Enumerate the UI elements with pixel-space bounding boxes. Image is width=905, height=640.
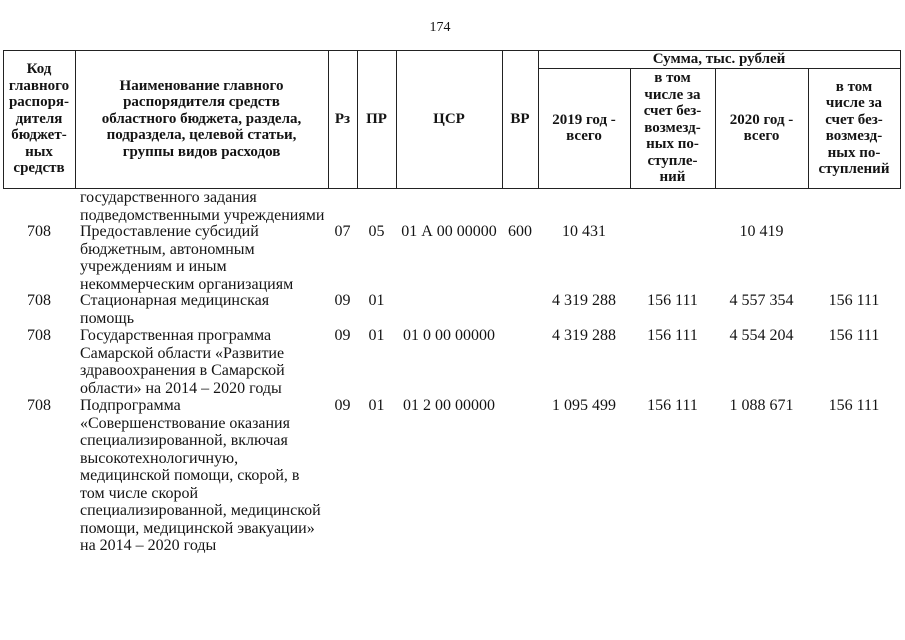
row-2019-free: 156 111: [647, 397, 698, 414]
table-row: [0, 223, 905, 293]
column-divider: [900, 50, 901, 188]
row-code: 708: [27, 223, 51, 240]
header-2020-total-label: 2020 год - всего: [729, 111, 794, 144]
row-2019-total: 1 095 499: [552, 397, 616, 414]
row-name: Предоставление субсидий бюджетным, автономным учреждениям и иным некоммерческим организациям: [80, 223, 294, 293]
header-pr-cell: [357, 50, 396, 188]
row-rz: 09: [334, 292, 351, 309]
header-vr-cell: [502, 50, 538, 188]
row-2020-total: 1 088 671: [729, 397, 794, 414]
row-pr: 01: [368, 292, 385, 309]
row-2019-total: 4 319 288: [552, 327, 616, 344]
table-row: [0, 292, 905, 327]
header-pr-label: ПР: [366, 110, 387, 127]
header-name-cell: [75, 50, 328, 188]
row-pr: 01: [368, 327, 385, 344]
row-2020-total: 4 554 204: [729, 327, 794, 344]
table-row: [0, 327, 905, 397]
header-code-cell: [3, 50, 75, 188]
row-rz: 09: [334, 397, 351, 414]
row-rz: 09: [334, 327, 351, 344]
row-name: Государственная программа Самарской области «Развитие здравоохранения в Самарской области» на 2014 – 2020 годы: [80, 327, 285, 397]
row-csr: 01 2 00 00000: [403, 397, 495, 414]
row-2020-free: 156 111: [828, 327, 880, 344]
header-sum-group-cell: [538, 50, 900, 68]
header-csr-cell: [396, 50, 502, 188]
row-vr: 600: [508, 223, 532, 240]
row-rz: 07: [334, 223, 351, 240]
row-csr: 01 0 00 00000: [403, 327, 495, 344]
header-name-label: Наименование главного распорядителя средств областного бюджета, раздела, подраздела, целевой статьи, группы видов расходов: [101, 77, 302, 160]
row-2020-total: 10 419: [739, 223, 784, 240]
row-csr: 01 А 00 00000: [401, 223, 497, 240]
row-2019-free: 156 111: [647, 292, 698, 309]
header-vr-label: ВР: [510, 110, 530, 127]
page-number: 174: [429, 20, 451, 35]
row-2019-free: 156 111: [647, 327, 698, 344]
header-2020-free-cell: [808, 68, 900, 188]
header-rz-cell: [328, 50, 357, 188]
continuation-text: государственного задания подведомственными учреждениями: [80, 189, 325, 224]
row-code: 708: [27, 292, 51, 309]
row-2019-total: 4 319 288: [552, 292, 616, 309]
row-code: 708: [27, 397, 51, 414]
table-row: [0, 397, 905, 554]
row-2020-total: 4 557 354: [729, 292, 794, 309]
row-code: 708: [27, 327, 51, 344]
header-2019-total-label: 2019 год - всего: [552, 111, 616, 144]
row-2020-free: 156 111: [828, 397, 880, 414]
row-name: Подпрограмма «Совершенствование оказания специализированной, включая высокотехнологичную, медицинской помощи, скорой, в том числе скорой специализированной, медицинской помощи, медицинской эвакуации» на 2014 – 2020 годы: [80, 397, 321, 554]
header-2020-free-label: в том числе за счет без- возмезд- ных по- ступлений: [818, 78, 890, 177]
header-2019-total-cell: [538, 68, 630, 188]
row-2019-total: 10 431: [562, 223, 606, 240]
row-name: Стационарная медицинская помощь: [80, 292, 270, 327]
header-2019-free-cell: [630, 68, 715, 188]
header-2019-free-label: в том числе за счет без- возмезд- ных по- ступле- ний: [643, 70, 702, 186]
row-pr: 01: [368, 397, 385, 414]
header-csr-label: ЦСР: [433, 110, 465, 127]
header-sum-group-label: Сумма, тыс. рублей: [652, 50, 786, 67]
row-pr: 05: [368, 223, 385, 240]
header-rz-label: Рз: [334, 110, 351, 127]
header-code-label: Код главного распоря- дителя бюджет- ных средств: [8, 61, 70, 177]
header-2020-total-cell: [715, 68, 808, 188]
row-2020-free: 156 111: [828, 292, 880, 309]
